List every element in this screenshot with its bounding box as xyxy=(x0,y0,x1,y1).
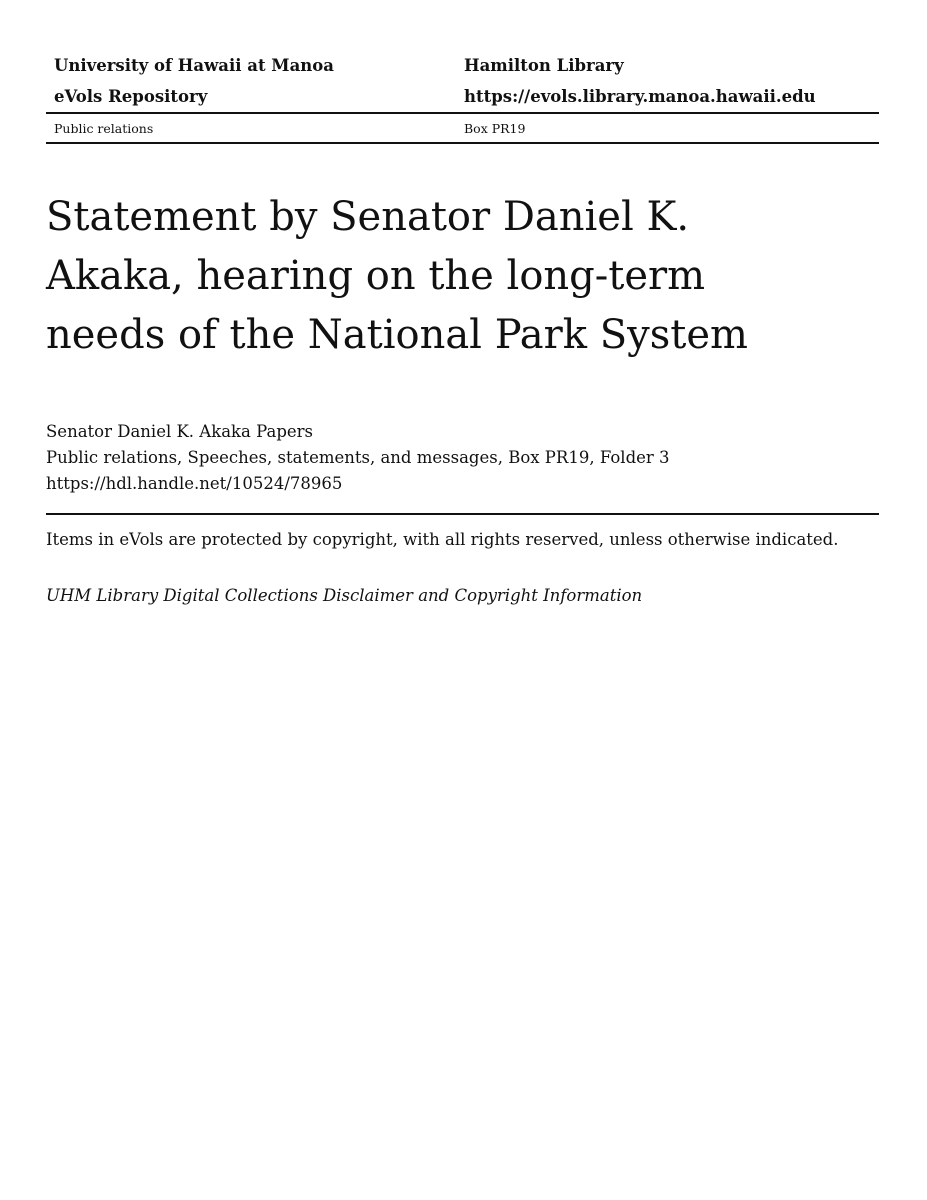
title-line-1: Statement by Senator Daniel K. xyxy=(46,194,690,240)
document-metadata xyxy=(46,419,879,497)
metadata-divider xyxy=(46,513,879,515)
header-row-2 xyxy=(46,81,879,112)
institution-name: University of Hawaii at Manoa xyxy=(54,56,334,75)
header-divider-bottom xyxy=(46,142,879,144)
collection-area: Public relations xyxy=(54,120,154,136)
box-label: Box PR19 xyxy=(464,120,526,136)
header-row-1 xyxy=(46,50,879,81)
rights-statement: Items in eVols are protected by copyright, with all rights reserved, unless otherwise indicated. xyxy=(46,530,839,549)
collection-name: Senator Daniel K. Akaka Papers xyxy=(46,422,314,441)
folder-location: Public relations, Speeches, statements, and messages, Box PR19, Folder 3 xyxy=(46,448,670,467)
library-name: Hamilton Library xyxy=(464,56,624,75)
title-line-3: needs of the National Park System xyxy=(46,312,748,358)
document-header xyxy=(46,50,879,144)
handle-link[interactable]: https://hdl.handle.net/10524/78965 xyxy=(46,474,343,493)
repository-name: eVols Repository xyxy=(54,87,208,106)
disclaimer-link[interactable]: UHM Library Digital Collections Disclaimer and Copyright Information xyxy=(46,586,643,605)
title-line-2: Akaka, hearing on the long-term xyxy=(46,253,706,299)
header-row-3 xyxy=(46,114,879,142)
document-title xyxy=(46,188,879,365)
repository-url[interactable]: https://evols.library.manoa.hawaii.edu xyxy=(464,87,816,106)
